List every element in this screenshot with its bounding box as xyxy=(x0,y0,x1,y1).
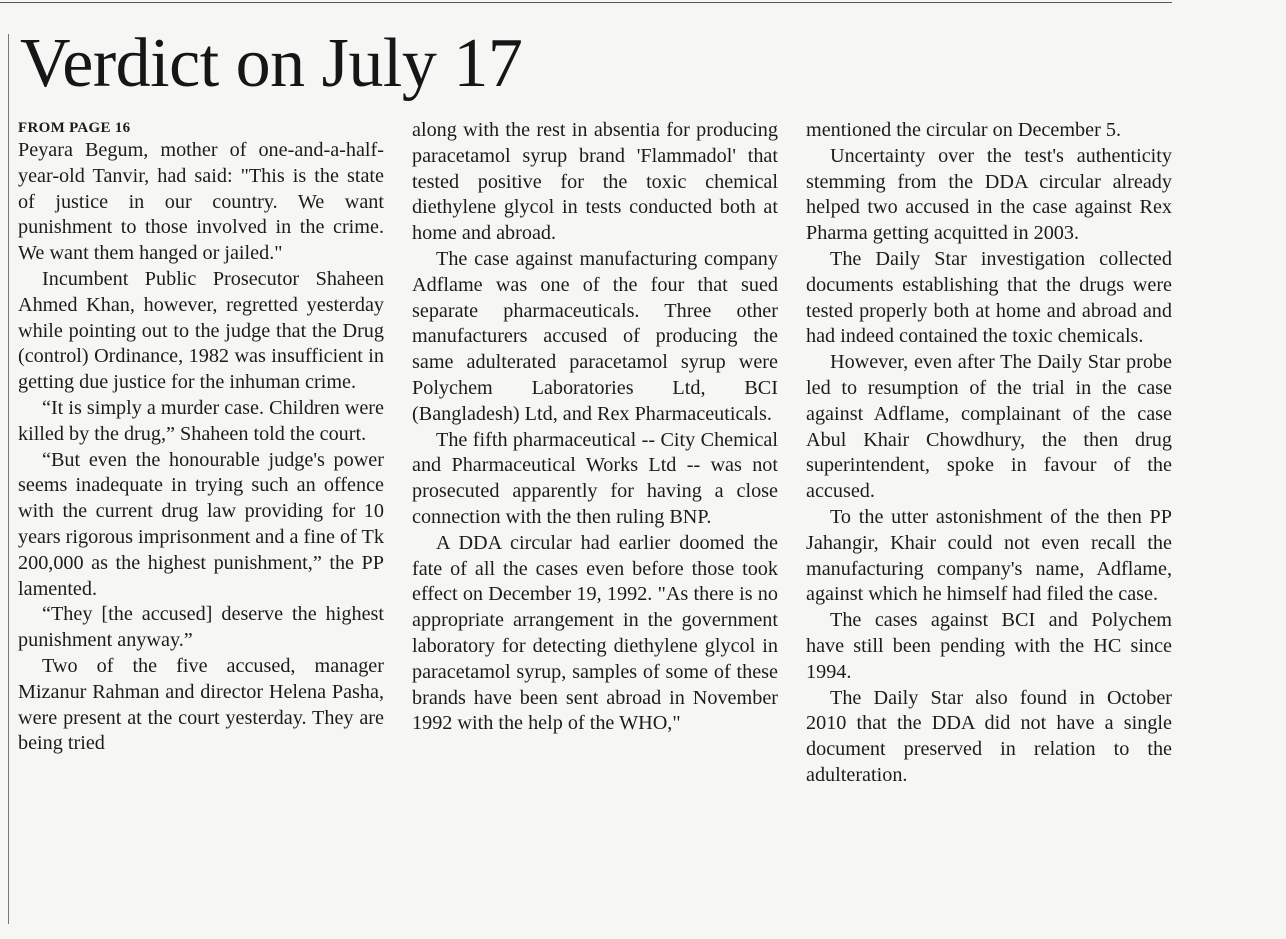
article-column-1 xyxy=(18,118,384,757)
paragraph: The Daily Star investigation collected documents establishing that the drugs were tested properly both at home and abroad and had indeed contained the toxic chemicals. xyxy=(806,247,1172,348)
paragraph: “But even the honourable judge's power seems inadequate in trying such an offence with the current drug law providing for 10 years rigorous imprisonment and a fine of Tk 200,000 as the highest punishment,” the PP lamented. xyxy=(18,448,384,600)
headline: Verdict on July 17 xyxy=(20,25,523,102)
paragraph: “They [the accused] deserve the highest punishment anyway.” xyxy=(18,603,384,652)
paragraph: However, even after The Daily Star probe led to resumption of the trial in the case against Adflame, complainant of the case Abul Khair Chowdhury, the then drug superintendent, spoke in favour of the accused. xyxy=(806,351,1172,503)
paragraph: The cases against BCI and Polychem have still been pending with the HC since 1994. xyxy=(806,609,1172,683)
paragraph: mentioned the circular on December 5. xyxy=(806,119,1122,141)
paragraph: Incumbent Public Prosecutor Shaheen Ahmed Khan, however, regretted yesterday while pointing out to the judge that the Drug (control) Ordinance, 1982 was insufficient in getting due justice for the inhuman crime. xyxy=(18,267,384,394)
top-rule xyxy=(0,2,1172,3)
paragraph: The fifth pharmaceutical -- City Chemical and Pharmaceutical Works Ltd -- was not prosecuted apparently for having a close connection with the then ruling BNP. xyxy=(412,428,778,528)
paragraph: Two of the five accused, manager Mizanur Rahman and director Helena Pasha, were present at the court yesterday. They are being tried xyxy=(18,654,384,755)
paragraph: To the utter astonishment of the then PP Jahangir, Khair could not even recall the manufacturing company's name, Adflame, against which he himself had filed the case. xyxy=(806,505,1172,606)
paragraph: along with the rest in absentia for producing paracetamol syrup brand 'Flammadol' that tested positive for the toxic chemical diethylene glycol in tests conducted both at home and abroad. xyxy=(412,119,778,245)
paragraph: Peyara Begum, mother of one-and-a-half-year-old Tanvir, had said: "This is the state of justice in our country. We want punishment to those involved in the crime. We want them hanged or jailed." xyxy=(18,139,384,265)
paragraph: The case against manufacturing company Adflame was one of the four that sued separate pharmaceuticals. Three other manufacturers accused of producing the same adulterated paracetamol syrup were Polychem Laboratories Ltd, BCI (Bangladesh) Ltd, and Rex Pharmaceuticals. xyxy=(412,247,778,425)
paragraph: The Daily Star also found in October 2010 that the DDA did not have a single document preserved in relation to the adulteration. xyxy=(806,686,1172,786)
kicker: FROM PAGE 16 xyxy=(18,120,131,136)
paragraph: Uncertainty over the test's authenticity stemming from the DDA circular already helped two accused in the case against Rex Pharma getting acquitted in 2003. xyxy=(806,144,1172,245)
article-column-3 xyxy=(806,118,1172,789)
paragraph: A DDA circular had earlier doomed the fate of all the cases even before those took effect on December 19, 1992. "As there is no appropriate arrangement in the government laboratory for detecting diethylene glycol in paracetamol syrup, samples of some of these brands have been sent abroad in November 1992 with the help of the WHO," xyxy=(412,531,778,735)
paragraph: “It is simply a murder case. Children were killed by the drug,” Shaheen told the court. xyxy=(18,396,384,445)
article-column-2 xyxy=(412,118,778,737)
left-column-rule xyxy=(8,34,9,924)
